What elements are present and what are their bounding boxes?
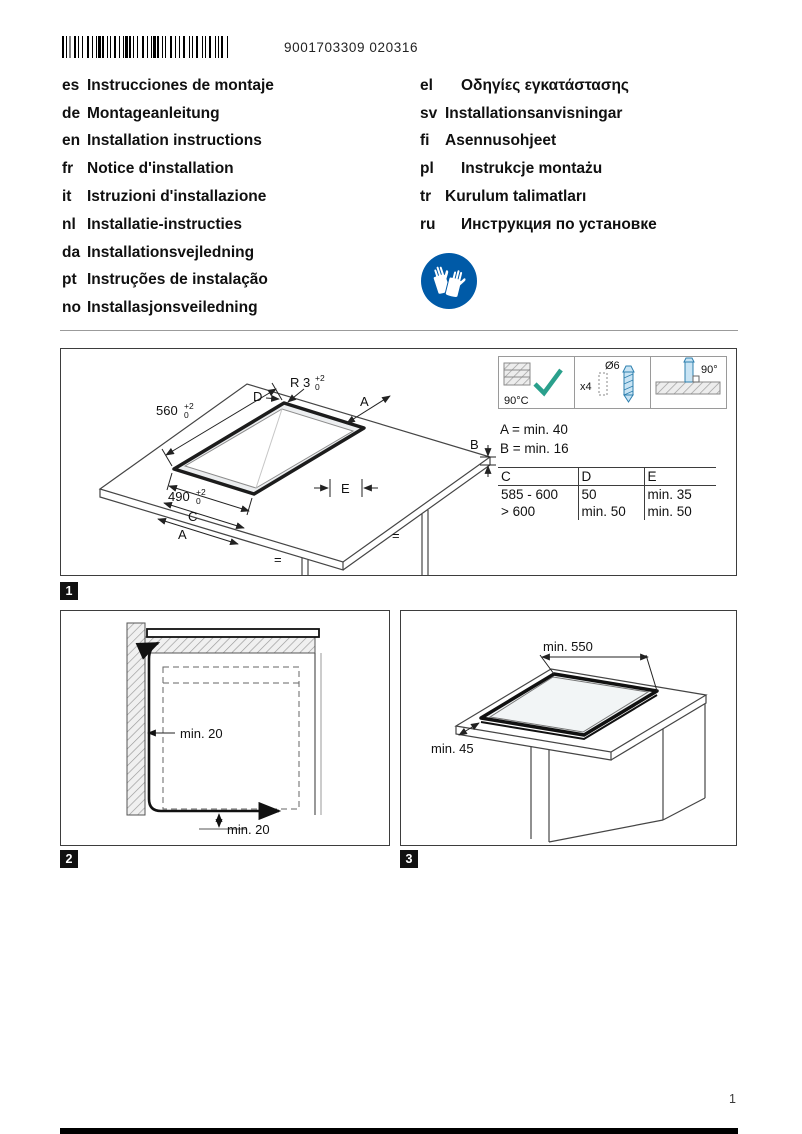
language-code: ru: [420, 215, 436, 233]
screw-count-label: x4: [580, 381, 592, 393]
dim-width-label: 560: [156, 403, 178, 418]
screws-icon: [575, 357, 650, 408]
language-list-left: [62, 72, 274, 322]
language-code: nl: [62, 215, 76, 233]
language-code: de: [62, 104, 81, 122]
language-title: Инструкция по установке: [461, 215, 657, 233]
page-number: 1: [729, 1092, 736, 1106]
language-row: [62, 211, 274, 239]
language-title: Installation instructions: [87, 132, 262, 150]
language-title: Montageanleitung: [87, 104, 220, 122]
language-row: [420, 211, 657, 239]
mounting-angle-icon: [651, 357, 726, 408]
language-code: fr: [62, 160, 74, 178]
figure-2-ventilation: [60, 610, 390, 846]
spec-cell: 50: [578, 486, 644, 504]
cabinet-section: [127, 623, 321, 815]
spec-cell: min. 35: [647, 487, 692, 502]
figure-2-badge: 2: [60, 850, 78, 868]
order-code: 9001703309 020316: [284, 40, 419, 55]
spec-header-c: C: [498, 468, 578, 486]
clearance-notes: [498, 420, 730, 458]
language-title: Instrukcje montażu: [461, 160, 603, 178]
protective-gloves-mandatory-icon: [420, 252, 478, 310]
dim-radius-label: R 3: [290, 375, 311, 390]
language-code: en: [62, 132, 81, 150]
language-code: pl: [420, 160, 434, 178]
installation-info-panel: [498, 356, 730, 520]
spec-cell: min. 50: [647, 504, 692, 519]
spec-row: [498, 486, 716, 504]
figure-3-worktop: [400, 610, 737, 846]
note-b: B = min. 16: [500, 441, 569, 456]
requirement-icons: [498, 356, 730, 409]
label-c: C: [188, 509, 198, 524]
cutout-spec-table: [498, 467, 716, 520]
figure-1-badge: 1: [60, 582, 78, 600]
equals-mark: =: [274, 552, 282, 567]
language-row: [62, 183, 274, 211]
label-b: B: [470, 437, 479, 452]
language-code: sv: [420, 104, 438, 122]
label-a-bottom: A: [178, 527, 187, 542]
language-code: no: [62, 299, 81, 317]
spec-cell: min. 50: [578, 503, 644, 520]
label-a-top: A: [360, 394, 369, 409]
language-title: Istruzioni d'installazione: [87, 188, 267, 206]
language-row: [62, 239, 274, 267]
figure-3-badge: 3: [400, 850, 418, 868]
figure-1-cutout: [60, 348, 737, 576]
spec-header-e: E: [644, 468, 716, 486]
language-title: Kurulum talimatları: [445, 188, 587, 206]
clearance-rear-label: min. 20: [180, 726, 223, 741]
dim-depth-label: 490: [168, 489, 190, 504]
language-row: [62, 155, 274, 183]
min-width-label: min. 550: [543, 639, 593, 654]
language-row: [62, 100, 274, 128]
language-row: [62, 128, 274, 156]
spec-cell: 585 - 600: [498, 486, 578, 504]
language-code: fi: [420, 132, 430, 150]
language-code: es: [62, 76, 80, 94]
barcode: [60, 36, 232, 58]
note-a: A = min. 40: [500, 422, 568, 437]
language-row: [420, 183, 657, 211]
language-title: Asennusohjeet: [445, 132, 557, 150]
footer-print-bar: [60, 1128, 738, 1134]
dim-depth-tol-minus: 0: [196, 496, 201, 506]
language-list-right: [420, 72, 657, 239]
spec-cell: > 600: [498, 503, 578, 520]
language-row: [62, 72, 274, 100]
dim-width-tol-minus: 0: [184, 410, 189, 420]
language-row: [420, 100, 657, 128]
mounting-angle-cell: [650, 356, 727, 409]
dim-radius-tol-minus: 0: [315, 382, 320, 392]
worktop-isometric-drawing: [401, 611, 736, 845]
screw-diameter-label: Ø6: [605, 360, 620, 372]
equals-mark: =: [392, 528, 400, 543]
label-d: D: [253, 389, 263, 404]
language-code: pt: [62, 271, 77, 289]
language-code: tr: [420, 188, 432, 206]
angle-label: 90°: [701, 364, 718, 376]
cutout-isometric-drawing: [62, 349, 497, 575]
dim-radius-tol-plus: +2: [315, 373, 325, 383]
language-title: Installatie-instructies: [87, 215, 243, 233]
language-code: el: [420, 76, 433, 94]
language-row: [62, 294, 274, 322]
heat-resistance-icon: [499, 357, 574, 408]
screws-cell: [574, 356, 651, 409]
language-row: [420, 155, 657, 183]
heat-resistance-cell: [498, 356, 575, 409]
language-title: Instruções de instalação: [87, 271, 268, 289]
language-title: Notice d'installation: [87, 160, 234, 178]
language-row: [420, 72, 657, 100]
dim-depth-tol-plus: +2: [196, 487, 206, 497]
language-title: Installationsanvisningar: [445, 104, 623, 122]
min-front-label: min. 45: [431, 741, 474, 756]
label-e: E: [341, 481, 350, 496]
language-title: Instrucciones de montaje: [87, 76, 274, 94]
language-row: [62, 267, 274, 295]
language-code: da: [62, 243, 81, 261]
clearance-bottom-label: min. 20: [227, 822, 270, 837]
spec-row: [498, 503, 716, 520]
spec-header-d: D: [578, 468, 644, 486]
ventilation-section-drawing: [61, 611, 389, 845]
language-code: it: [62, 188, 72, 206]
section-divider: [60, 330, 738, 331]
language-title: Installasjonsveiledning: [87, 299, 258, 317]
dim-width-tol-plus: +2: [184, 401, 194, 411]
language-title: Installationsvejledning: [87, 243, 255, 261]
temp-label: 90°C: [504, 395, 529, 407]
language-row: [420, 128, 657, 156]
language-title: Οδηγίες εγκατάστασης: [461, 76, 629, 94]
spec-header-row: [498, 468, 716, 486]
